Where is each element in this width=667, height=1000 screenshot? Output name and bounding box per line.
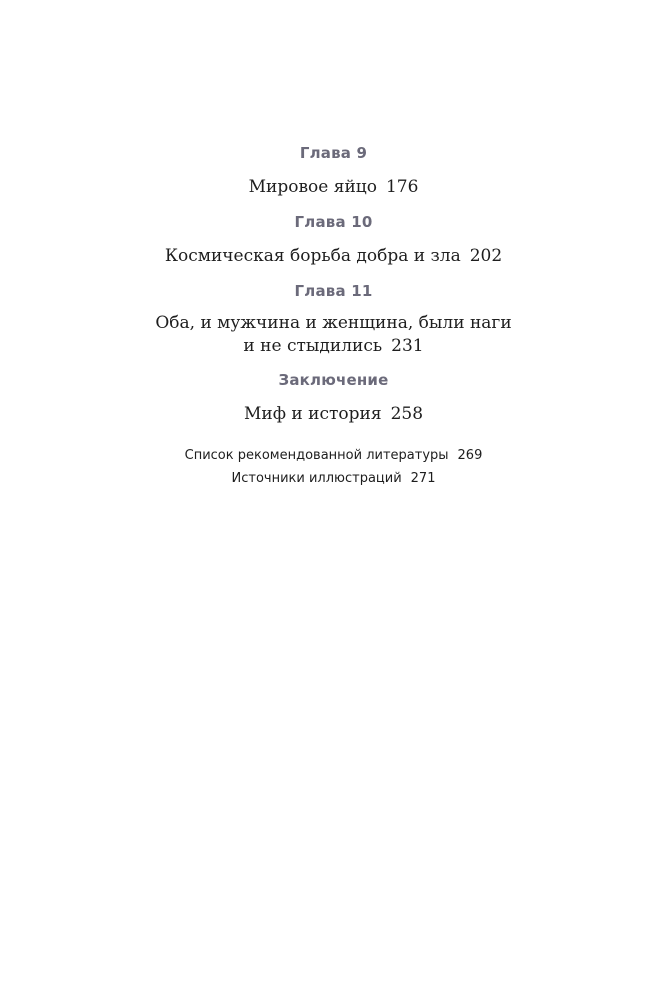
chapter-title [0,176,667,199]
conclusion-label: Заключение [278,371,389,389]
chapter-title [0,245,667,268]
back-matter-title: Список рекомендованной литературы [184,448,449,463]
table-of-contents [0,143,667,490]
page-number: 176 [385,177,419,197]
page-number: 258 [390,404,424,424]
chapter-label: Глава 10 [294,213,373,231]
page-number: 202 [469,246,503,266]
chapter-title [0,312,667,358]
back-matter-list [0,444,667,490]
page-number: 269 [457,448,483,463]
chapter-label: Глава 11 [294,282,373,300]
page-number: 271 [410,471,436,486]
page-number: 231 [391,336,424,356]
chapter-label: Глава 9 [299,144,368,162]
chapter-title-text: Космическая борьба добра и зла [164,246,461,266]
chapter-title-line-2: и не стыдились [243,336,383,356]
chapter-title-text: Мировое яйцо [248,177,377,197]
back-matter-item [0,444,667,467]
chapter-title-line-1: Оба, и мужчина и женщина, были наги [155,313,512,333]
chapter-title-text: Миф и история [243,404,382,424]
back-matter-item [0,467,667,490]
chapter-title [0,403,667,426]
back-matter-title: Источники иллюстраций [231,471,402,486]
